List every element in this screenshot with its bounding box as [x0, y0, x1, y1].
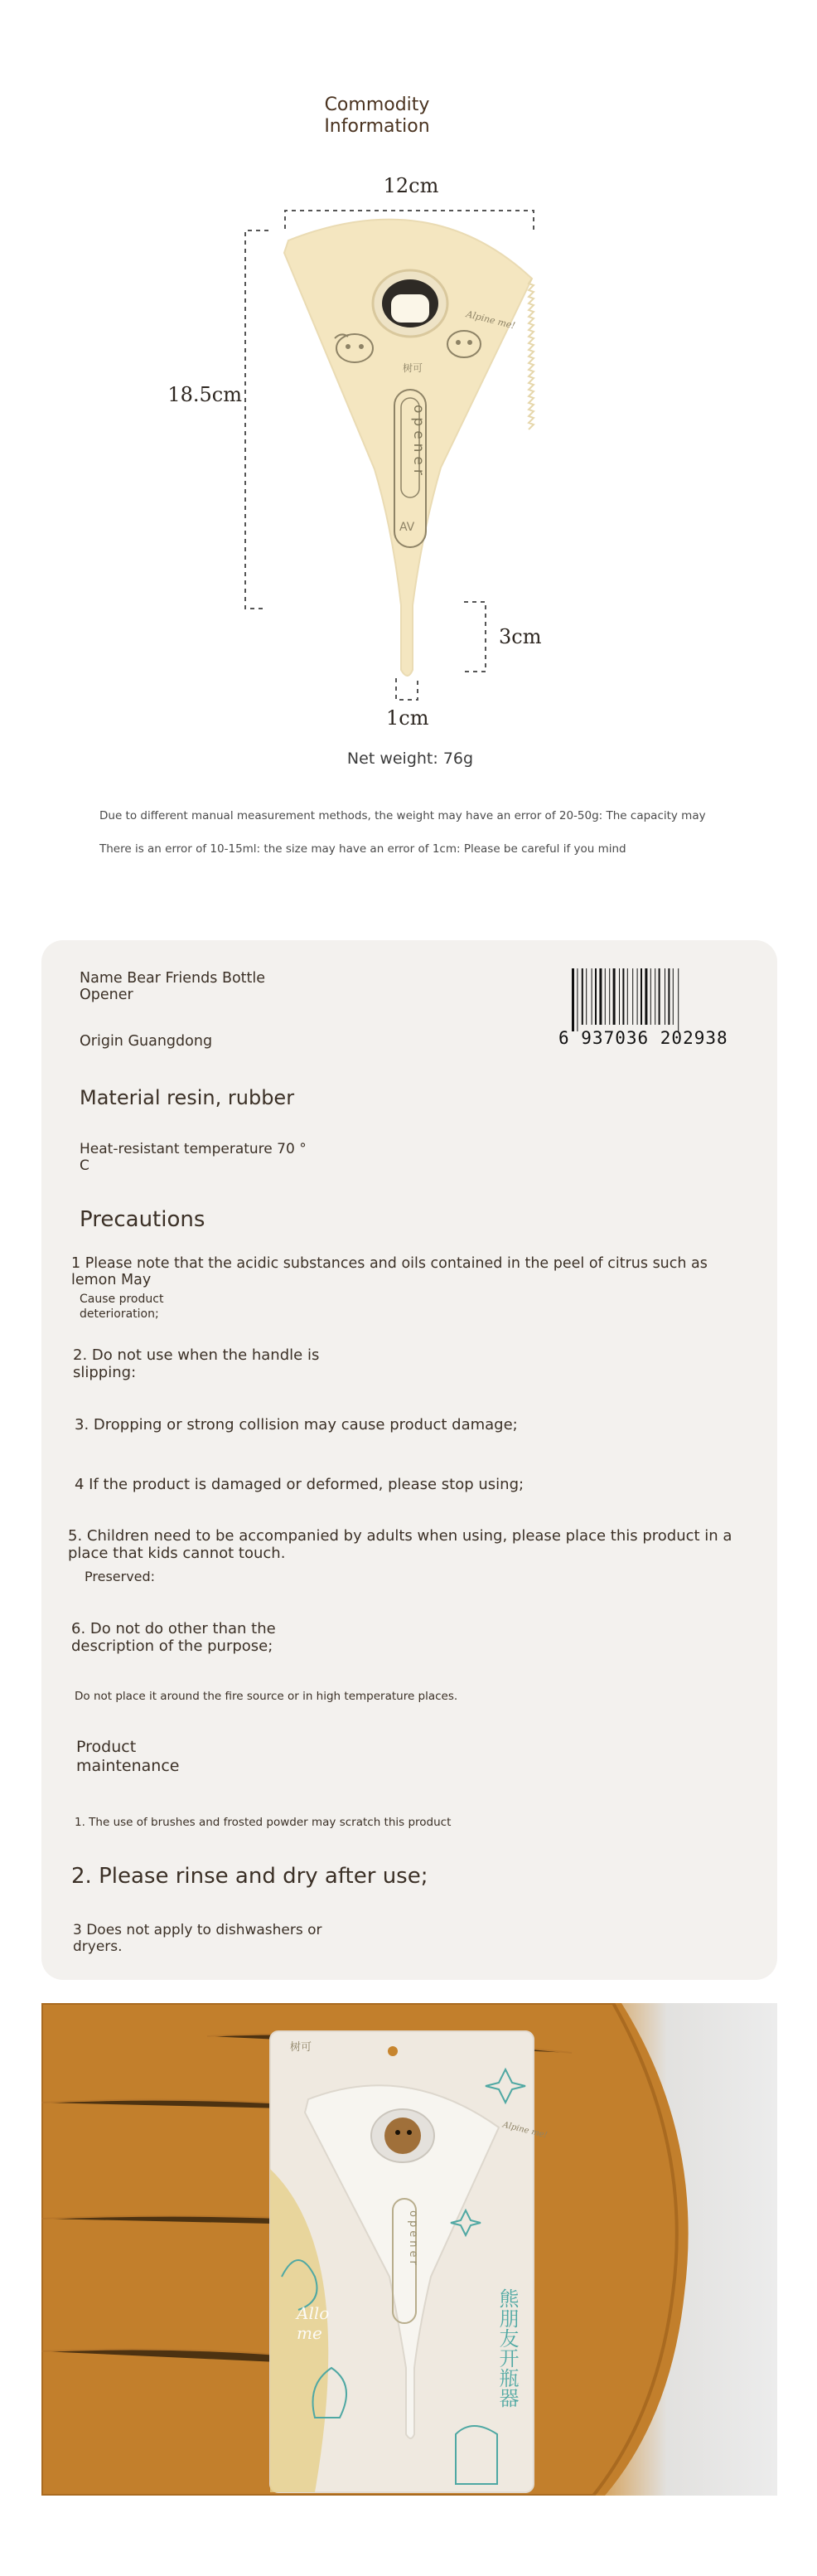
- maintenance-3: 3 Does not apply to dishwashers or dryers.: [73, 1922, 322, 1955]
- scribble-text: Alpine me!: [465, 308, 517, 332]
- precaution-4: 4 If the product is damaged or deformed, please stop using;: [75, 1476, 525, 1493]
- barcode-bar: [627, 968, 628, 1025]
- barcode-number: 6 937036 202938: [558, 1028, 728, 1048]
- handle-width-label: 1cm: [386, 706, 429, 730]
- barcode-bar: [637, 968, 638, 1025]
- photo-side-text: Allo me: [297, 2303, 330, 2343]
- barcode-bar: [605, 968, 606, 1025]
- maintenance-heading: Product maintenance: [76, 1738, 180, 1775]
- barcode-bar: [582, 968, 583, 1025]
- barcode-bar: [650, 968, 651, 1025]
- photo-vertical-product-name: 熊朋友开瓶器: [496, 2288, 519, 2408]
- photo-brand: 树可: [290, 2041, 312, 2054]
- precaution-5: 5. Children need to be accompanied by adults when using, please place this product in a place that kids cannot touch.: [68, 1527, 732, 1562]
- precautions-heading: Precautions: [80, 1207, 205, 1232]
- handle-width-dim-line: [396, 678, 418, 700]
- brand-mark: 树可: [403, 362, 423, 374]
- barcode-bar: [599, 968, 602, 1025]
- barcode-bar: [645, 968, 647, 1025]
- barcode-bar: [659, 968, 660, 1025]
- photo-scribble: Alpine me!: [501, 2120, 549, 2141]
- barcode-bar: [595, 968, 597, 1025]
- barcode-bar: [572, 968, 574, 1031]
- product-material: Material resin, rubber: [80, 1086, 295, 1109]
- precaution-3: 3. Dropping or strong collision may cause product damage;: [75, 1416, 518, 1434]
- barcode-bar: [609, 968, 610, 1025]
- width-label: 12cm: [383, 174, 439, 197]
- specification-card: [41, 940, 777, 1980]
- handle-length-label: 3cm: [499, 625, 542, 648]
- maintenance-1: 1. The use of brushes and frosted powder may scratch this product: [75, 1816, 452, 1829]
- barcode-bar: [641, 968, 642, 1025]
- section-title: Commodity Information: [324, 95, 430, 137]
- barcode-bar: [619, 968, 620, 1025]
- barcode-bar: [673, 968, 674, 1025]
- svg-text:AV: AV: [399, 521, 415, 534]
- handle-dim-line: [464, 602, 486, 672]
- barcode: [570, 968, 706, 1031]
- maintenance-2: 2. Please rinse and dry after use;: [71, 1864, 428, 1889]
- product-name: Name Bear Friends Bottle Opener: [80, 970, 266, 1003]
- precaution-1: 1 Please note that the acidic substances and oils contained in the peel of citrus such as lemon May: [71, 1255, 708, 1288]
- photo-opener-text: opener: [407, 2210, 419, 2268]
- barcode-bar: [678, 968, 679, 1031]
- serrated-edge: [529, 279, 534, 429]
- barcode-bar: [577, 968, 578, 1031]
- barcode-bar: [632, 968, 633, 1025]
- precaution-5-detail: Preserved:: [85, 1569, 156, 1584]
- product-photo: [41, 2003, 777, 2496]
- barcode-bar: [622, 968, 624, 1025]
- precaution-6-detail: Do not place it around the fire source or in high temperature places.: [75, 1690, 458, 1703]
- height-dim-line: [245, 230, 268, 609]
- heat-resistance: Heat-resistant temperature 70 ° C: [80, 1141, 307, 1174]
- height-label: 18.5cm: [167, 383, 242, 406]
- barcode-bar: [586, 968, 587, 1025]
- precaution-2: 2. Do not use when the handle is slipping:: [73, 1346, 320, 1381]
- barcode-bar: [668, 968, 670, 1025]
- opener-text: opener: [410, 405, 427, 479]
- net-weight: Net weight: 76g: [346, 750, 474, 768]
- product-origin: Origin Guangdong: [80, 1033, 213, 1050]
- product-dimension-diagram: [0, 0, 817, 730]
- disclaimer-line-1: Due to different manual measurement methods, the weight may have an error of 20-50g: The capacity may: [99, 809, 706, 822]
- barcode-bar: [613, 968, 616, 1025]
- precaution-1-detail: Cause product deterioration;: [80, 1293, 164, 1321]
- disclaimer-line-2: There is an error of 10-15ml: the size may have an error of 1cm: Please be careful if you mind: [99, 842, 626, 856]
- precaution-6: 6. Do not do other than the description of the purpose;: [71, 1620, 276, 1655]
